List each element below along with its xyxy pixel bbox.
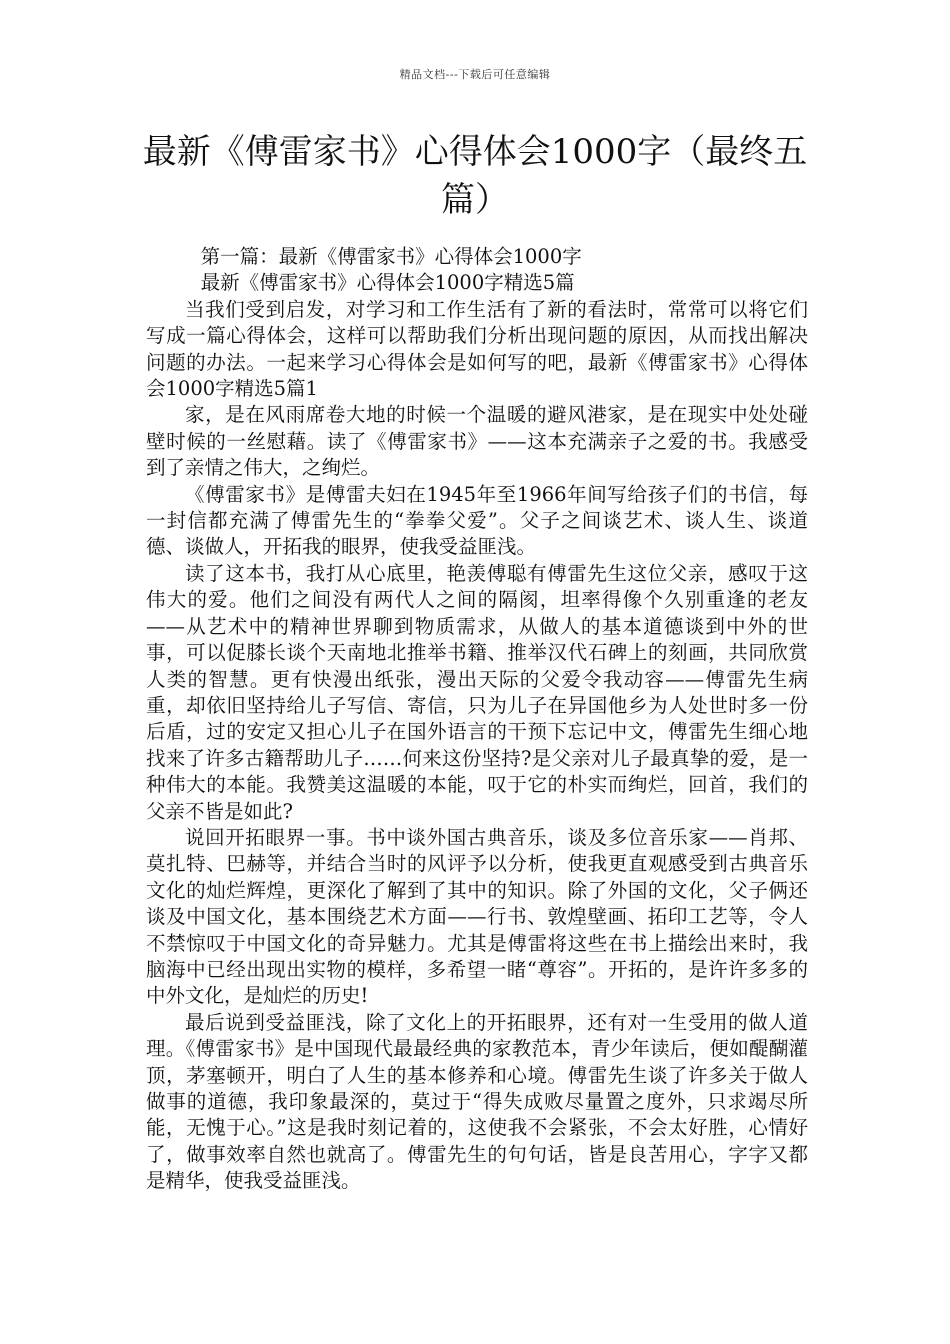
body-paragraph: 家，是在风雨席卷大地的时候一个温暖的避风港家，是在现实中处处碰壁时候的一丝慰藉。读了《傅雷家书》——这本充满亲子之爱的书。我感受到了亲情之伟大，之绚烂。 bbox=[146, 403, 808, 480]
document-title: 最新《傅雷家书》心得体会1000字（最终五篇） bbox=[142, 132, 808, 220]
header-note: 精品文档---下载后可任意编辑 bbox=[399, 68, 551, 81]
body-paragraph: 说回开拓眼界一事。书中谈外国古典音乐，谈及多位音乐家——肖邦、莫扎特、巴赫等，并结合当时的风评予以分析，使我更直观感受到古典音乐文化的灿烂辉煌，更深化了解到了其中的知识。除了外国的文化，父子俩还谈及中国文化，基本围绕艺术方面——行书、敦煌壁画、拓印工艺等，令人不禁惊叹于中国文化的奇异魅力。尤其是傅雷将这些在书上描绘出来时，我脑海中已经出现出实物的模样，多希望一睹“尊容”。开拓的，是许许多多的中外文化，是灿烂的历史! bbox=[146, 825, 808, 1008]
body-paragraph: 当我们受到启发，对学习和工作生活有了新的看法时，常常可以将它们写成一篇心得体会，这样可以帮助我们分析出现问题的原因，从而找出解决问题的办法。一起来学习心得体会是如何写的吧，最新《傅雷家书》心得体会1000字精选5篇1 bbox=[146, 297, 808, 401]
section-heading: 第一篇：最新《傅雷家书》心得体会1000字 bbox=[200, 245, 582, 268]
body-paragraph: 最后说到受益匪浅，除了文化上的开拓眼界，还有对一生受用的做人道理。《傅雷家书》是中国现代最最经典的家教范本，青少年读后，便如醍醐灌顶，茅塞顿开，明白了人生的基本修养和心境。傅雷先生谈了许多关于做人做事的道德，我印象最深的，莫过于“得失成败尽量置之度外，只求竭尽所能，无愧于心。”这是我时刻记着的，这使我不会紧张，不会太好胜，心情好了，做事效率自然也就高了。傅雷先生的句句话，皆是良苦用心，字字又都是精华，使我受益匪浅。 bbox=[146, 1010, 808, 1193]
document-body bbox=[146, 244, 808, 1195]
body-paragraph: 读了这本书，我打从心底里，艳羡傅聪有傅雷先生这位父亲，感叹于这伟大的爱。他们之间没有两代人之间的隔阂，坦率得像个久别重逢的老友——从艺术中的精神世界聊到物质需求，从做人的基本道德谈到中外的世事，可以促膝长谈个天南地北推举书籍、推举汉代石碑上的刻画，共同欣赏人类的智慧。更有快漫出纸张，漫出天际的父爱令我动容——傅雷先生病重，却依旧坚持给儿子写信、寄信，只为儿子在异国他乡为人处世时多一份后盾，过的安定又担心儿子在国外语言的干预下忘记中文，傅雷先生细心地找来了许多古籍帮助儿子……何来这份坚持?是父亲对儿子最真挚的爱，是一种伟大的本能。我赞美这温暖的本能，叹于它的朴实而绚烂，回首，我们的父亲不皆是如此? bbox=[146, 561, 808, 823]
sub-heading: 最新《傅雷家书》心得体会1000字精选5篇 bbox=[200, 271, 575, 295]
body-paragraph: 《傅雷家书》是傅雷夫妇在1945年至1966年间写给孩子们的书信，每一封信都充满了傅雷先生的“拳拳父爱”。父子之间谈艺术、谈人生、谈道德、谈做人，开拓我的眼界，使我受益匪浅。 bbox=[146, 482, 808, 559]
